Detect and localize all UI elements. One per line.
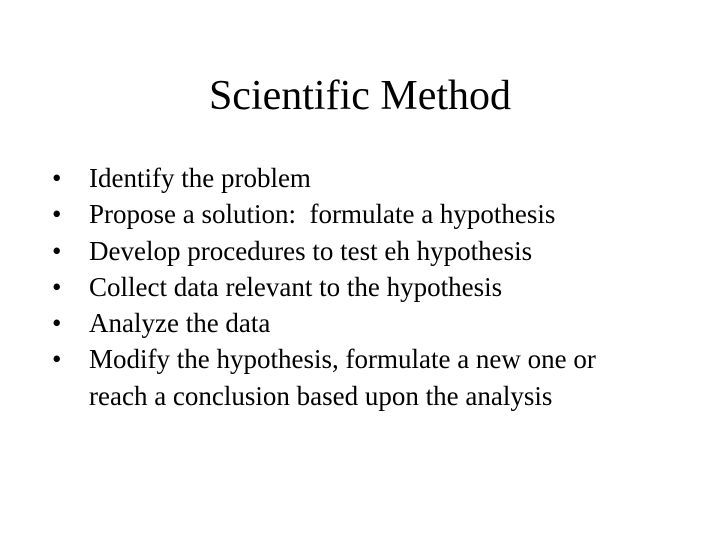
bullet-text: Modify the hypothesis, formulate a new one or reach a conclusion based upon the analysis (89, 344, 596, 411)
bullet-icon: • (52, 163, 62, 193)
bullet-icon: • (52, 235, 62, 266)
bullet-text: Propose a solution: formulate a hypothesis (89, 199, 556, 230)
list-item (52, 233, 682, 269)
list-item (52, 269, 682, 305)
bullet-text: Analyze the data (89, 308, 271, 339)
bullet-text: Develop procedures to test eh hypothesis (89, 235, 533, 266)
bullet-icon: • (52, 344, 62, 375)
slide-title: Scientific Method (208, 73, 512, 119)
bullet-icon: • (52, 271, 62, 302)
bullet-list (52, 160, 682, 414)
list-item (52, 160, 682, 196)
bullet-icon: • (52, 308, 62, 339)
list-item (52, 196, 682, 232)
bullet-icon: • (52, 199, 62, 230)
bullet-text: Collect data relevant to the hypothesis (89, 271, 503, 302)
list-item (52, 305, 682, 341)
bullet-text: Identify the problem (89, 163, 311, 193)
list-item (52, 341, 682, 414)
